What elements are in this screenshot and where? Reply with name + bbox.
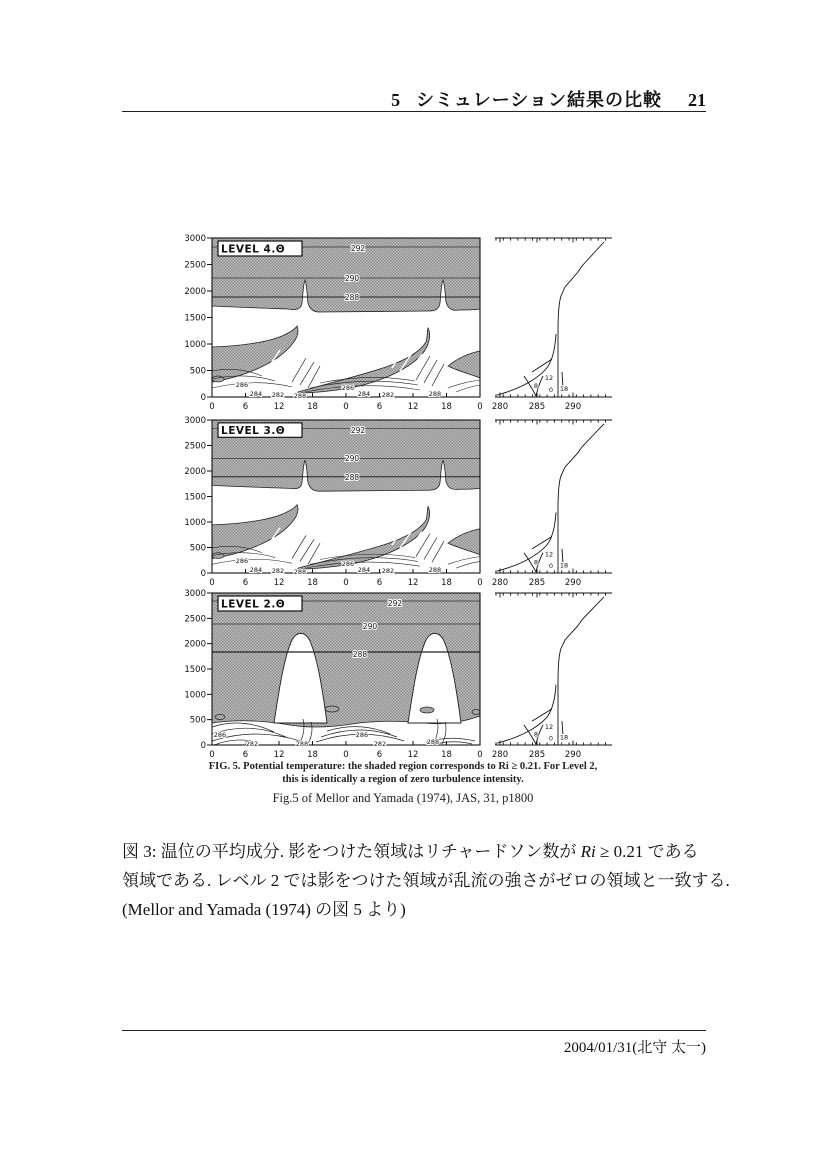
jp-caption-line1-suffix: ≥ 0.21 である	[595, 842, 699, 861]
shaded-blob	[325, 706, 339, 712]
contour-label: 288	[344, 293, 360, 302]
y-tick-label: 3000	[184, 416, 206, 426]
section-number: 5	[391, 90, 401, 110]
x-tick-label: 12	[407, 402, 419, 412]
profile-hour-label: 8	[533, 382, 539, 390]
contour-label: 284	[249, 566, 263, 574]
contour-label: 286	[355, 731, 369, 739]
x-tick-label: 12	[273, 578, 285, 588]
y-tick-label: 2000	[184, 467, 206, 477]
x-tick-label: 18	[307, 750, 318, 760]
profile-hour-label: 0	[548, 562, 554, 571]
contour-label: 286	[235, 557, 249, 565]
contour-label: 290	[344, 454, 360, 463]
profile-hour-label: 18	[559, 385, 569, 393]
x-tick-label: 12	[407, 578, 419, 588]
contour-label: 290	[362, 622, 378, 631]
x-tick-label: 6	[242, 578, 249, 588]
contour-label: 292	[387, 599, 403, 608]
x-tick-label: 0	[477, 750, 483, 760]
figure-source: Fig.5 of Mellor and Yamada (1974), JAS, 31, p1800	[272, 791, 534, 805]
y-tick-label: 2000	[184, 287, 206, 297]
y-tick-label: 1500	[184, 665, 206, 675]
x-tick-label: 0	[343, 750, 349, 760]
shaded-blob	[215, 715, 225, 720]
y-tick-label: 500	[189, 715, 206, 726]
y-tick-label: 0	[200, 393, 206, 403]
profile-hour-label: 12	[544, 374, 554, 382]
profile-axis-ticks	[495, 238, 612, 397]
profile-x-tick-label: 280	[491, 402, 509, 412]
contour-label: 292	[350, 244, 366, 253]
x-tick-label: 0	[477, 578, 483, 588]
profile-x-tick-label: 290	[564, 402, 582, 412]
y-tick-label: 2500	[184, 614, 206, 625]
contour-label: 286	[235, 381, 249, 389]
contour-label: 288	[295, 740, 309, 748]
x-tick-label: 12	[407, 750, 419, 760]
x-tick-label: 0	[343, 578, 349, 588]
profile-hour-label: 18	[559, 733, 569, 742]
contour-label: 286	[341, 384, 355, 392]
x-tick-label: 0	[343, 402, 349, 412]
profile-hour-label: 8	[533, 558, 539, 567]
x-tick-label: 12	[273, 402, 285, 412]
y-tick-label: 2500	[184, 260, 206, 271]
page-number: 21	[688, 90, 706, 110]
profile-hour-label: 12	[544, 722, 554, 731]
x-tick-label: 6	[242, 750, 249, 760]
y-tick-label: 1000	[184, 518, 206, 528]
x-tick-label: 6	[242, 402, 249, 412]
x-tick-label: 0	[209, 578, 215, 588]
contour-decor-level3	[212, 420, 480, 569]
y-tick-label: 500	[189, 543, 206, 554]
contour-label: 284	[357, 390, 371, 398]
x-tick-label: 0	[209, 402, 215, 412]
panel-level-label: LEVEL 2.Θ	[221, 598, 286, 611]
contour-label: 282	[271, 391, 285, 399]
profile-hour-label: 8	[533, 730, 539, 739]
panel-level-label: LEVEL 4.Θ	[221, 243, 286, 256]
y-tick-label: 2500	[184, 441, 206, 452]
figure-caption-line2: this is identically a region of zero turbulence intensity.	[282, 774, 524, 785]
jp-caption-ri: Ri	[580, 842, 596, 861]
shaded-blob	[420, 707, 434, 713]
profile-x-tick-label: 280	[491, 578, 509, 588]
contour-label: 282	[373, 740, 387, 748]
contour-label: 292	[350, 426, 366, 435]
contour-label: 290	[344, 274, 360, 283]
header-rule	[122, 111, 706, 112]
profile-x-tick-label: 280	[491, 750, 509, 760]
y-tick-label: 3000	[184, 234, 206, 244]
y-tick-label: 1000	[184, 340, 206, 350]
y-tick-label: 0	[200, 741, 206, 751]
profile-x-tick-label: 285	[528, 750, 546, 760]
profile-x-tick-label: 290	[564, 578, 582, 588]
jp-caption-line1	[122, 837, 722, 866]
contour-label: 286	[341, 560, 355, 568]
y-tick-label: 1500	[184, 313, 206, 324]
profile-x-tick-label: 290	[564, 750, 582, 760]
contour-label: 288	[293, 568, 307, 576]
jp-caption-line1-prefix: 図 3: 温位の平均成分. 影をつけた領域はリチャードソン数が	[122, 842, 581, 861]
contour-decor-level2	[212, 593, 480, 745]
contour-label: 284	[357, 566, 371, 574]
x-tick-label: 12	[273, 750, 285, 760]
profile-x-tick-label: 285	[528, 578, 546, 588]
x-tick-label: 18	[441, 402, 452, 412]
profile-axis-ticks	[495, 420, 612, 573]
x-tick-label: 18	[441, 750, 452, 760]
x-tick-label: 18	[441, 578, 452, 588]
x-tick-label: 6	[376, 402, 383, 412]
profile-hour-label: 12	[544, 550, 554, 559]
contour-label: 284	[249, 390, 263, 398]
y-tick-label: 2000	[184, 639, 206, 650]
jp-caption-line3: (Mellor and Yamada (1974) の図 5 より)	[122, 900, 406, 919]
contour-label: 288	[352, 650, 368, 659]
x-tick-label: 18	[307, 578, 318, 588]
x-tick-label: 6	[376, 750, 383, 760]
contour-label: 288	[428, 566, 442, 574]
jp-caption-line2: 領域である. レベル 2 では影をつけた領域が乱流の強さがゼロの領域と一致する.	[122, 871, 730, 890]
y-tick-label: 500	[189, 366, 206, 377]
y-tick-label: 1500	[184, 492, 206, 503]
figure-caption-line1: FIG. 5. Potential temperature: the shaded region corresponds to Ri ≥ 0.21. For Level 2,	[208, 761, 598, 772]
contour-label: 282	[381, 391, 395, 399]
contour-decor-level4	[212, 238, 480, 393]
figure-caption-english	[180, 760, 626, 786]
y-tick-label: 0	[200, 569, 206, 579]
x-tick-label: 0	[209, 750, 215, 760]
panel-level-label: LEVEL 3.Θ	[221, 425, 286, 437]
section-title: シミュレーション結果の比較	[416, 90, 662, 111]
profile-hour-label: 18	[559, 561, 569, 570]
profile-axis-ticks	[495, 593, 612, 745]
contour-label: 282	[245, 740, 259, 748]
figure-caption-japanese	[122, 837, 730, 924]
figure-svg	[180, 230, 626, 764]
contour-label: 288	[344, 473, 360, 482]
profile-hour-label: 0	[548, 734, 554, 743]
x-tick-label: 6	[376, 578, 383, 588]
profile-x-tick-label: 285	[528, 402, 546, 412]
y-tick-label: 3000	[184, 589, 206, 599]
contour-label: 282	[381, 567, 395, 575]
profile-hour-label: 0	[548, 386, 554, 394]
contour-label: 288	[293, 392, 307, 400]
x-tick-label: 0	[477, 402, 483, 412]
contour-label: 286	[213, 731, 227, 739]
footer-rule	[122, 1030, 706, 1031]
shaded-blob	[472, 710, 480, 715]
page-header	[122, 86, 706, 112]
footer-date-author: 2004/01/31(北守 太一)	[563, 1040, 706, 1056]
contour-label: 288	[428, 390, 442, 398]
contour-label: 288	[426, 738, 440, 746]
y-tick-label: 1000	[184, 690, 206, 701]
x-tick-label: 18	[307, 402, 318, 412]
contour-label: 282	[271, 567, 285, 575]
